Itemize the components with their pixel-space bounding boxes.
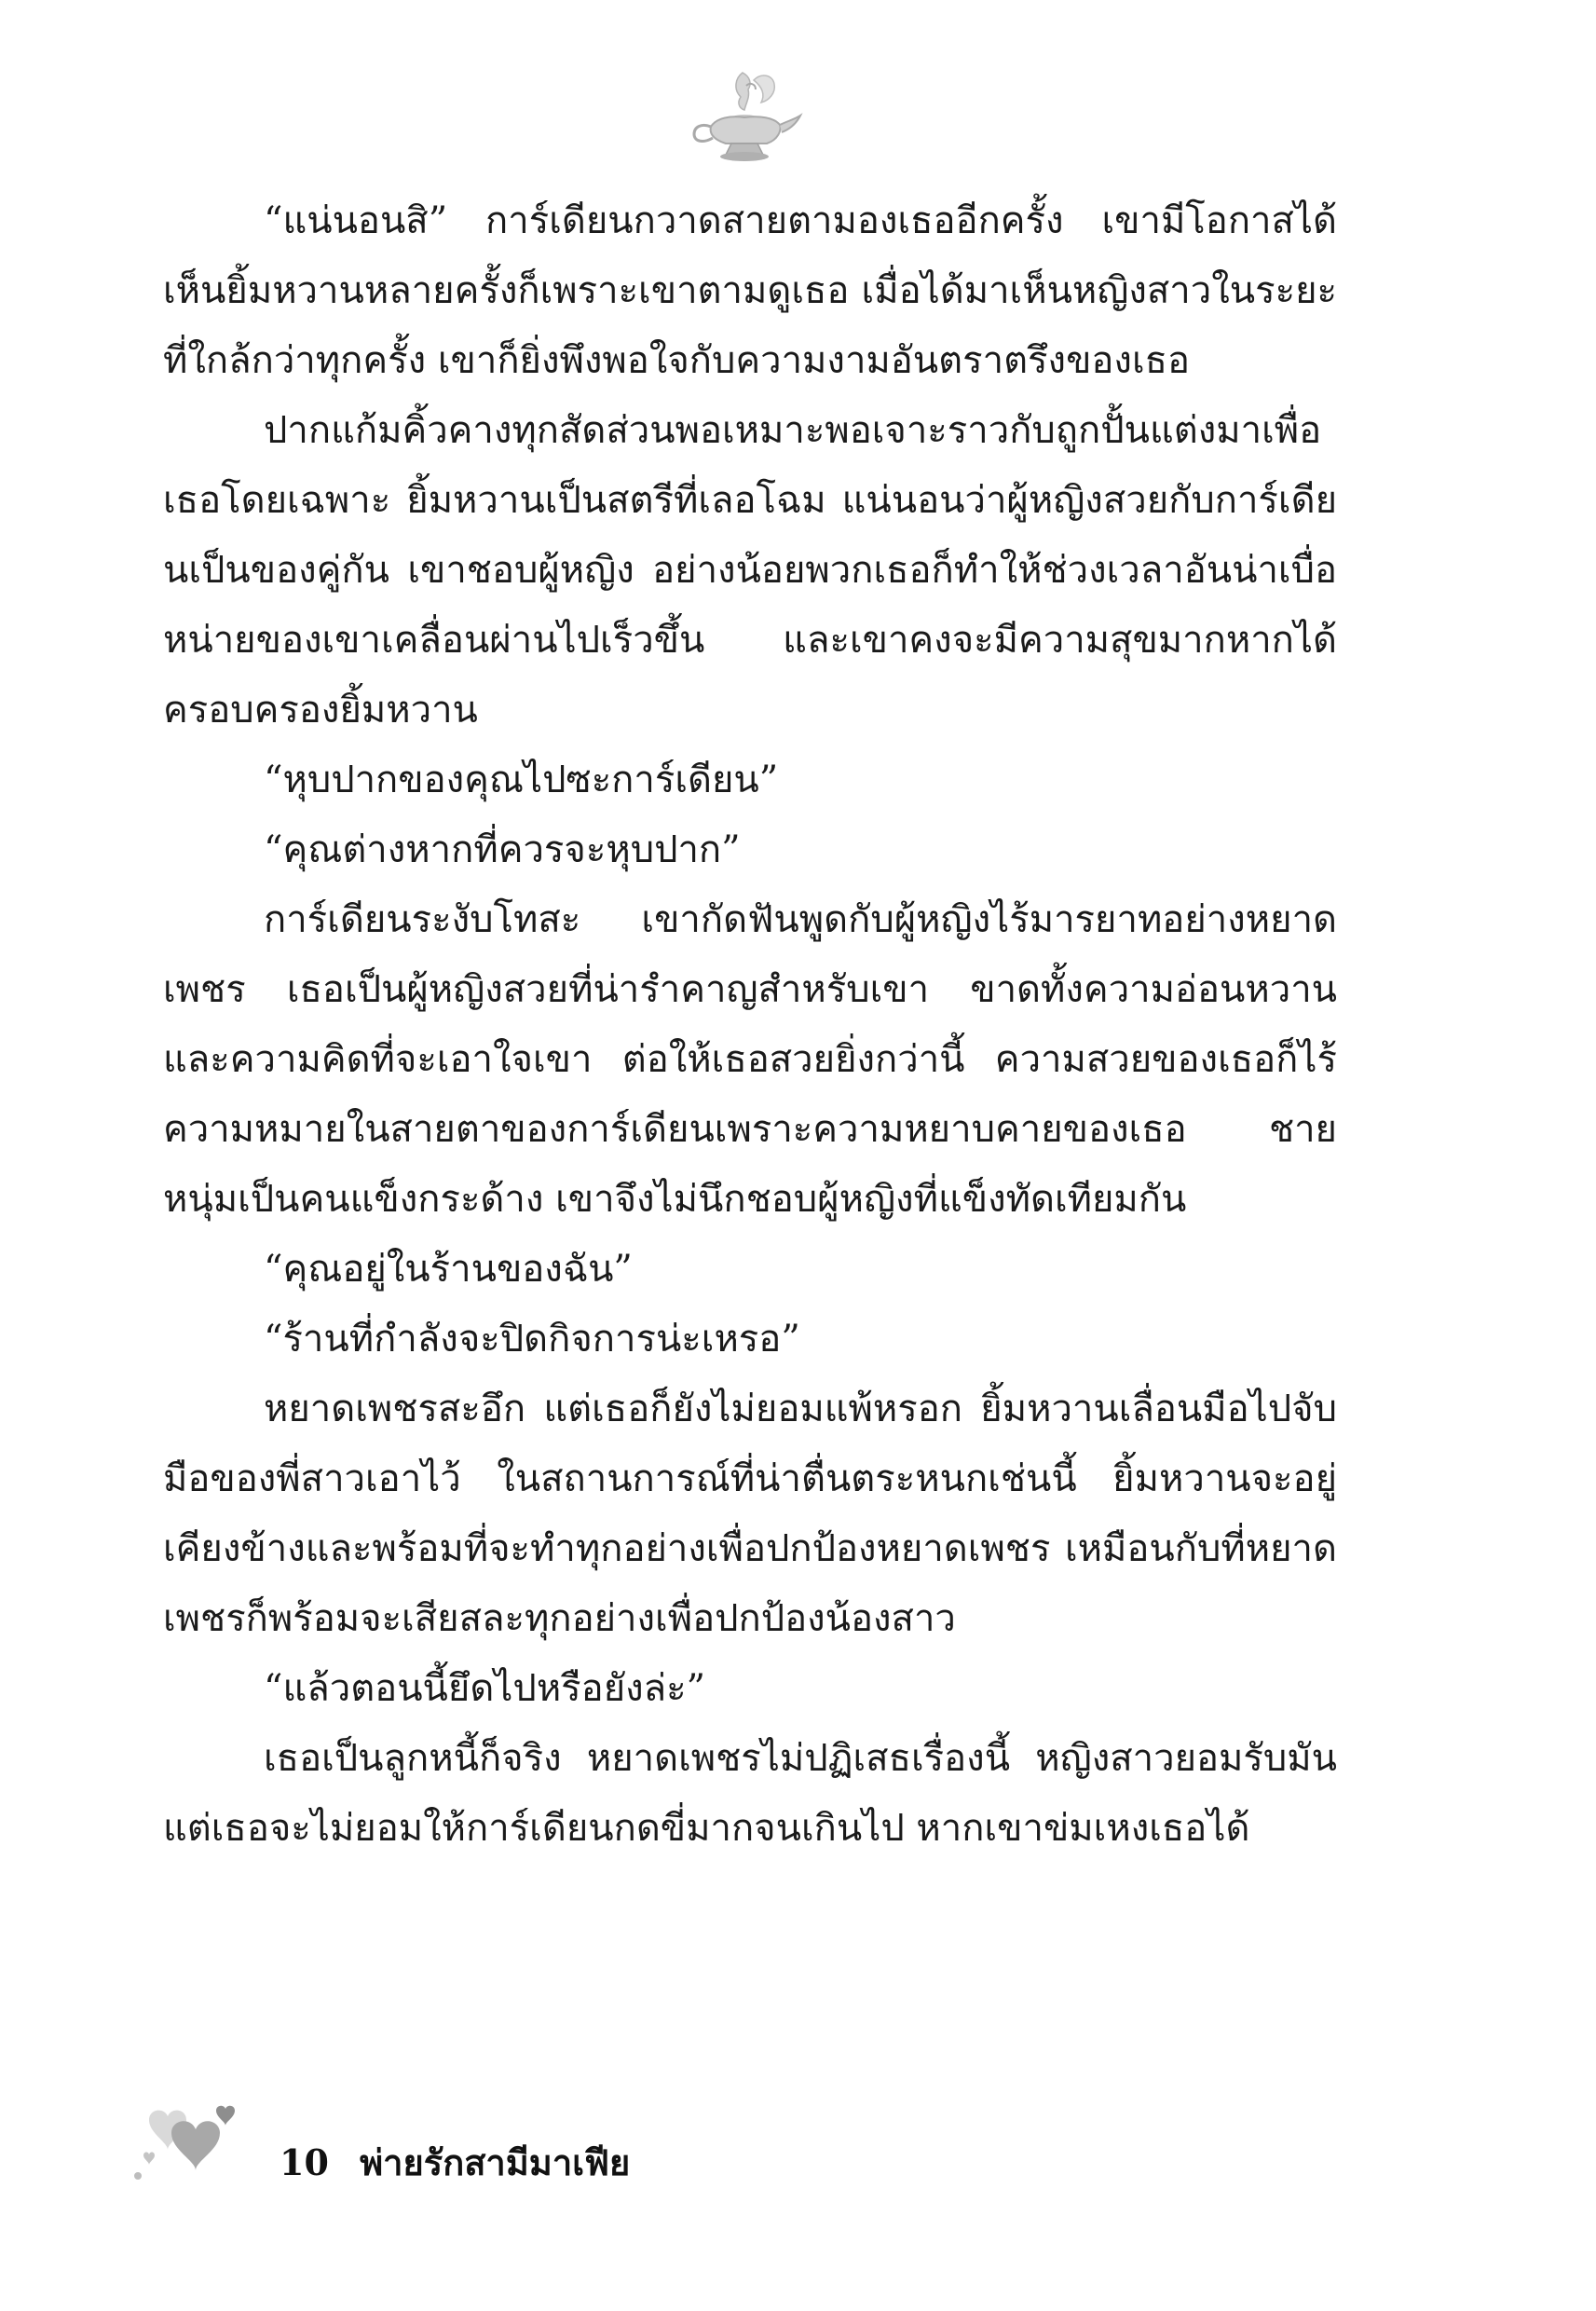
paragraph: “คุณอยู่ในร้านของฉัน” [264,1248,633,1291]
body-text [163,186,1337,1864]
paragraph: “คุณต่างหากที่ควรจะหุบปาก” [264,828,741,871]
page-footer [280,2134,630,2191]
paragraph: หยาดเพชรสะอึก แต่เธอก็ยังไม่ยอมแพ้หรอก ยิ้มหวานเลื่อนมือไปจับมือของพี่สาวเอาไว้ ในสถานการณ์ที่น่าตื่นตระหนกเช่นนี้ ยิ้มหวานจะอยู่เคียงข้างและพร้อมที่จะทำทุกอย่างเพื่อปกป้องหยาดเพชร เหมือนกับที่หยาดเพชรก็พร้อมจะเสียสละทุกอย่างเพื่อปกป้องน้องสาว [163,1388,1337,1640]
paragraph: ปากแก้มคิ้วคางทุกสัดส่วนพอเหมาะพอเจาะราวกับถูกปั้นแต่งมาเพื่อเธอโดยเฉพาะ ยิ้มหวานเป็นสตรีที่เลอโฉม แน่นอนว่าผู้หญิงสวยกับการ์เดียนเป็นของคู่กัน เขาชอบผู้หญิง อย่างน้อยพวกเธอก็ทำให้ช่วงเวลาอันน่าเบื่อหน่ายของเขาเคลื่อนผ่านไปเร็วขึ้น และเขาคงจะมีความสุขมากหากได้ครอบครองยิ้มหวาน [163,409,1337,732]
paragraph: เธอเป็นลูกหนี้ก็จริง หยาดเพชรไม่ปฏิเสธเรื่องนี้ หญิงสาวยอมรับมัน แต่เธอจะไม่ยอมให้การ์เดียนกดขี่มากจนเกินไป หากเขาข่มเหงเธอได้ [163,1737,1337,1850]
book-title: พ่ายรักสามีมาเฟีย [360,2141,631,2183]
paragraph: “แน่นอนสิ” การ์เดียนกวาดสายตามองเธออีกครั้ง เขามีโอกาสได้เห็นยิ้มหวานหลายครั้งก็เพราะเขาตามดูเธอ เมื่อได้มาเห็นหญิงสาวในระยะที่ใกล้กว่าทุกครั้ง เขาก็ยิ่งพึงพอใจกับความงามอันตราตรึงของเธอ [163,199,1337,382]
page-number: 10 [280,2141,329,2183]
paragraph: “ร้านที่กำลังจะปิดกิจการน่ะเหรอ” [264,1318,800,1361]
paragraph: “หุบปากของคุณไปซะการ์เดียน” [264,759,779,801]
paragraph: “แล้วตอนนี้ยึดไปหรือยังล่ะ” [264,1667,706,1710]
hearts-icon [130,2101,242,2190]
paragraph: การ์เดียนระงับโทสะ เขากัดฟันพูดกับผู้หญิงไร้มารยาทอย่างหยาดเพชร เธอเป็นผู้หญิงสวยที่น่ารำคาญสำหรับเขา ขาดทั้งความอ่อนหวานและความคิดที่จะเอาใจเขา ต่อให้เธอสวยยิ่งกว่านี้ ความสวยของเธอก็ไร้ความหมายในสายตาของการ์เดียนเพราะความหยาบคายของเธอ ชายหนุ่มเป็นคนแข็งกระด้าง เขาจึงไม่นึกชอบผู้หญิงที่แข็งทัดเทียมกัน [163,898,1337,1221]
magic-lamp-icon [685,65,806,168]
